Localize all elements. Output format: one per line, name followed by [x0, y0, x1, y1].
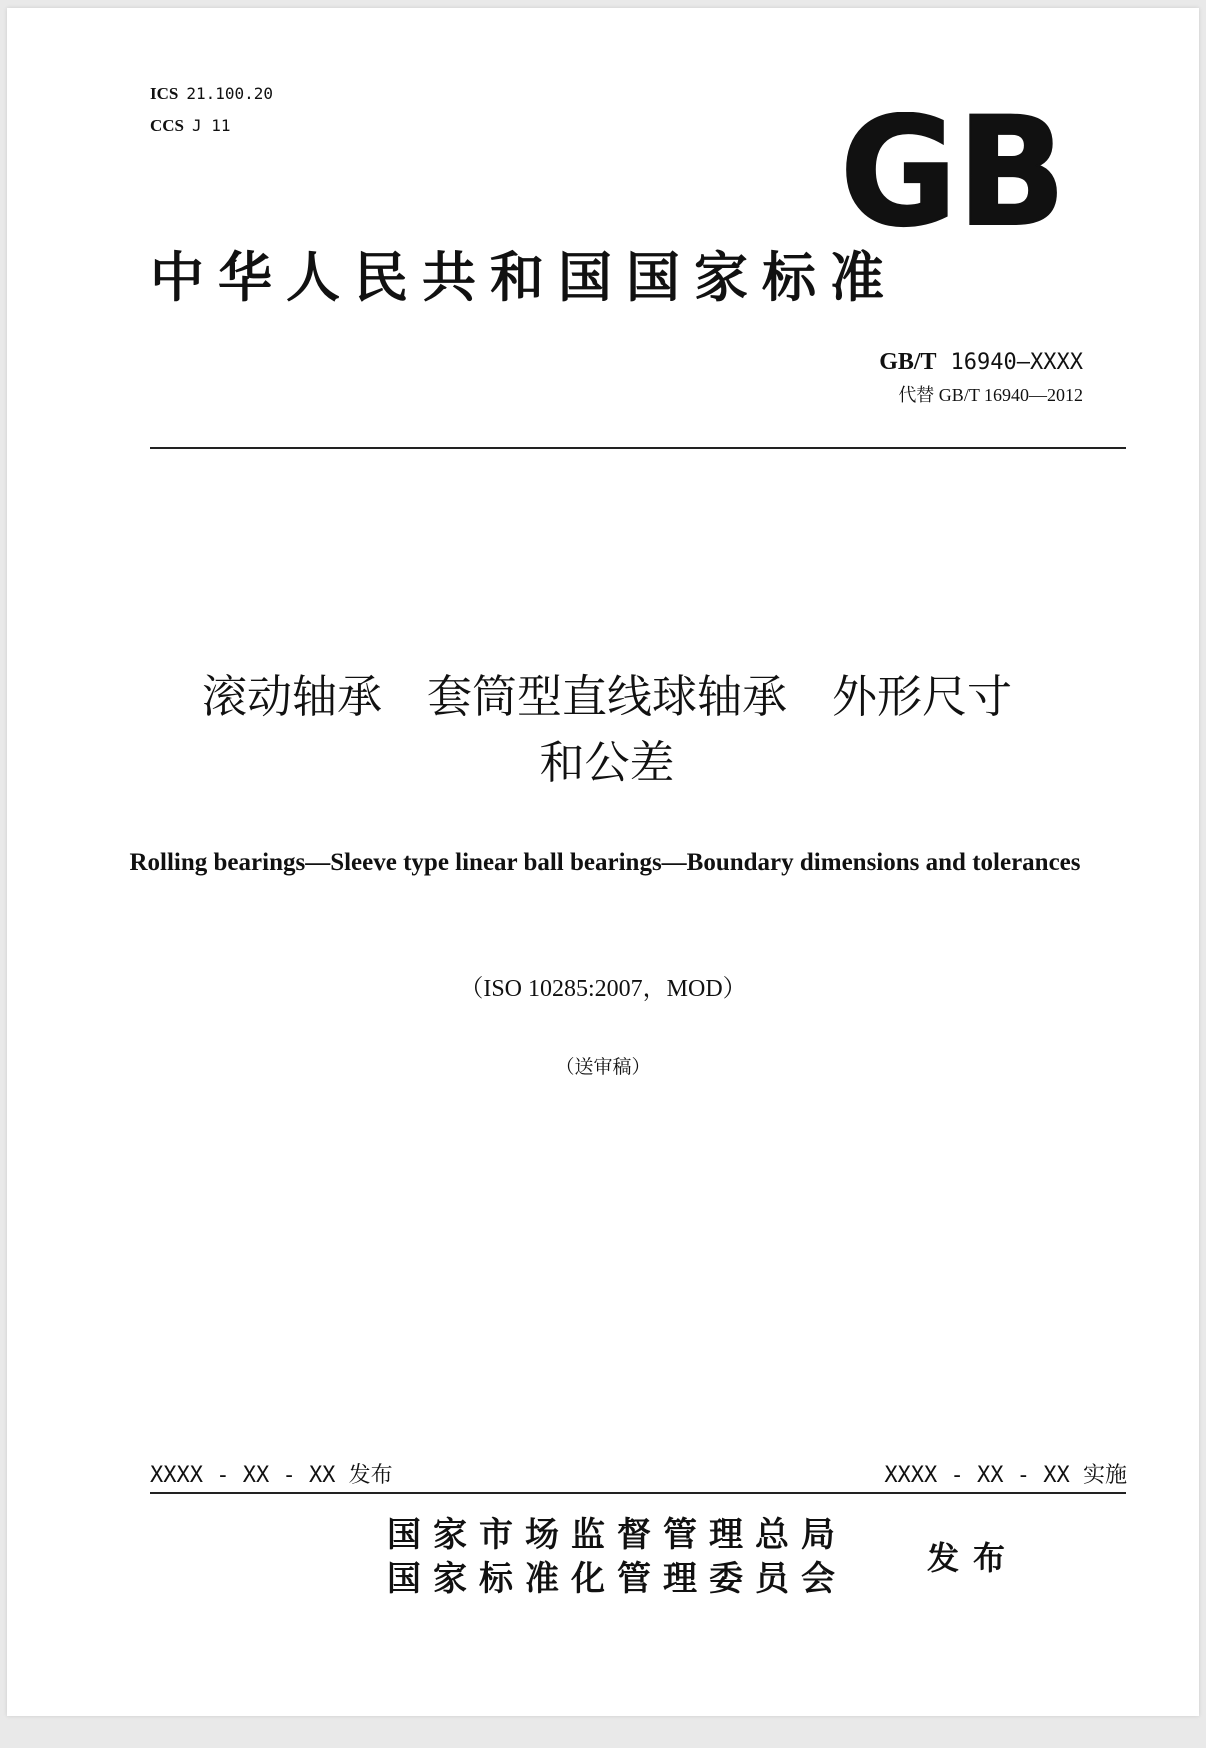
english-title: Rolling bearings—Sleeve type linear ball bearings—Boundary dimensions and tolerances: [129, 849, 1081, 876]
publish-date: XXXX - XX - XX 发布: [150, 1463, 393, 1488]
chinese-title-line-1: 滚动轴承 套筒型直线球轴承 外形尺寸: [201, 670, 1012, 723]
ics-value: 21.100.20: [186, 84, 274, 103]
classification-codes: [150, 78, 273, 142]
ccs-line: [150, 110, 273, 142]
ccs-label: CCS: [150, 116, 185, 135]
draft-status: （送审稿）: [555, 1056, 651, 1078]
ics-label: ICS: [150, 84, 179, 103]
issuing-authorities: [387, 1513, 847, 1601]
footer-divider: [150, 1492, 1126, 1494]
standard-code: 16940—XXXX: [950, 350, 1083, 375]
replaces-standard: 代替 GB/T 16940—2012: [898, 385, 1083, 405]
national-standard-title: 中华人民共和国国家标准: [150, 246, 898, 309]
chinese-title-line-2: 和公差: [539, 736, 675, 789]
header-divider: [150, 447, 1126, 449]
standard-number-block: [879, 344, 1083, 410]
issuer-line-1: 国家市场监督管理总局: [387, 1515, 847, 1555]
document-page: [7, 8, 1199, 1716]
standard-prefix: GB/T: [879, 349, 937, 375]
ics-line: [150, 78, 273, 110]
standard-number: [879, 344, 1083, 380]
gb-logo: [835, 112, 1071, 234]
chinese-title: [107, 664, 1107, 796]
gb-logo-text: GB: [840, 112, 1066, 234]
implement-date: XXXX - XX - XX 实施: [884, 1463, 1127, 1488]
issuer-line-2: 国家标准化管理委员会: [387, 1559, 847, 1599]
ccs-value: J 11: [192, 116, 231, 135]
iso-reference: （ISO 10285:2007，MOD）: [459, 976, 747, 1002]
issue-verb: 发布: [927, 1539, 1020, 1577]
